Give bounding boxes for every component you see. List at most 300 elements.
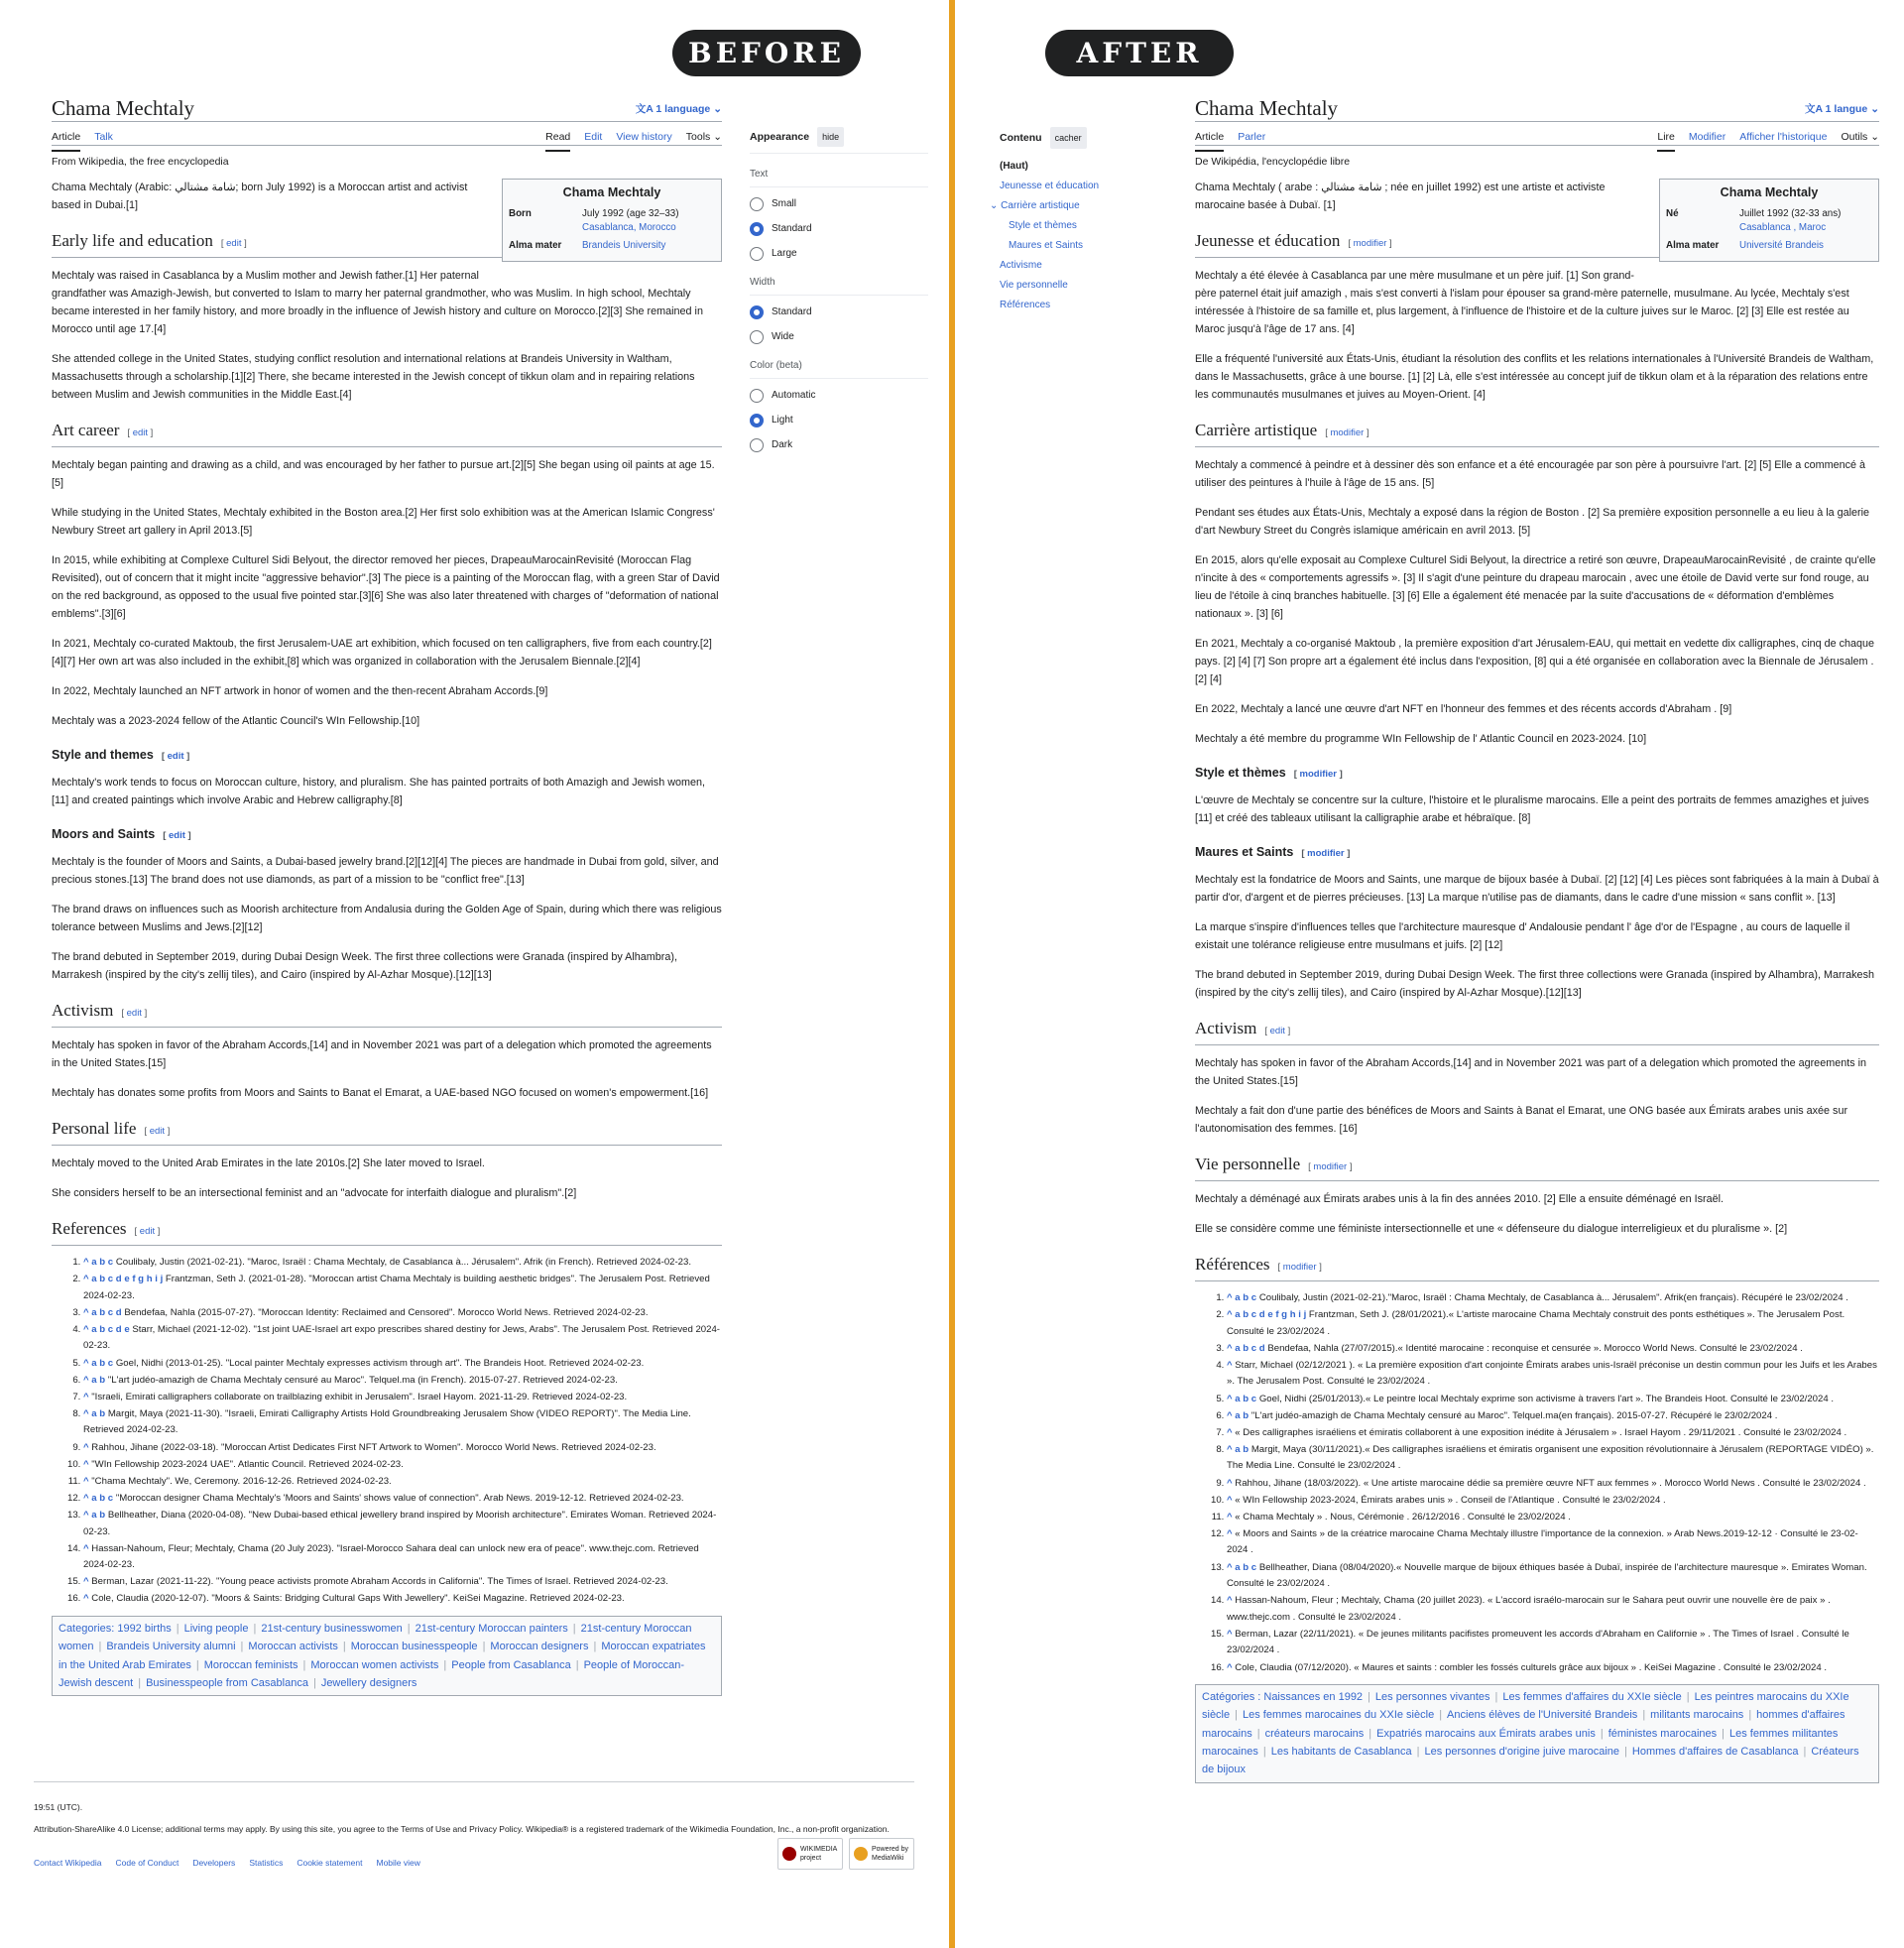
reference-item xyxy=(83,1373,722,1390)
edit-link[interactable]: [ edit ] xyxy=(1264,1026,1291,1036)
paragraph: En 2021, Mechtaly a co-organisé Maktoub , la première exposition d'art Jérusalem-EAU, qui mettait en vedette dix calligraphes, cinq de chaque pays. [2] [4] [7] Son propre art a également été inclus dans l'exposition, [8] qui a été organisée en collaboration avec la Biennale de Jérusalem . [2] [4] xyxy=(1195,638,1875,685)
reference-item xyxy=(1227,1560,1879,1593)
reference-item xyxy=(83,1574,722,1591)
edit-link[interactable]: [ edit ] xyxy=(161,751,190,762)
reference-backlink[interactable]: ^ a b c d e f g h i j xyxy=(1227,1309,1307,1321)
reference-text: « WIn Fellowship 2023-2024, Émirats arabes unis » . Conseil de l'Atlantique . Consulté le 23/02/2024 . xyxy=(1235,1494,1666,1506)
radio-label: Automatic xyxy=(772,390,816,401)
paragraph: Mechtaly a fait don d'une partie des bénéfices de Moors and Saints à Banat el Emarat, une ONG basée aux Émirats arabes unis axée sur l'autonomisation des femmes. [16] xyxy=(1195,1105,1848,1135)
edit-link-label[interactable]: modifier xyxy=(1353,238,1387,249)
appearance-title: Appearance xyxy=(750,131,810,143)
toc-item[interactable] xyxy=(1000,157,1148,177)
mediawiki-badge[interactable]: Powered by MediaWiki xyxy=(849,1838,914,1870)
hide-button[interactable]: hide xyxy=(817,127,844,147)
reference-backlink[interactable]: ^ xyxy=(1227,1527,1233,1539)
reference-backlink[interactable]: ^ a b xyxy=(83,1374,106,1386)
categories-label[interactable]: Categories: xyxy=(59,1622,115,1635)
category-link[interactable]: féministes marocaines xyxy=(1607,1727,1718,1740)
toc-item-label: Style et thèmes xyxy=(1009,220,1077,231)
category-link[interactable]: Les peintres marocains du XXIe siècle xyxy=(1202,1691,1849,1722)
paragraph: Mechtaly a déménagé aux Émirats arabes unis à la fin des années 2010. [2] Elle a ensuite déménagé en Israël. xyxy=(1195,1193,1724,1205)
footer-link[interactable]: Developers xyxy=(192,1858,236,1868)
language-label: 1 langue xyxy=(1825,103,1868,115)
edit-link-label[interactable]: edit xyxy=(167,751,184,762)
category-link[interactable]: Jewellery designers xyxy=(320,1676,417,1689)
section-title: Carrière artistique xyxy=(1195,421,1318,439)
category-link[interactable]: People from Casablanca xyxy=(451,1658,571,1671)
color-option[interactable] xyxy=(750,413,928,428)
section-title: Style et thèmes xyxy=(1195,766,1286,780)
category-link[interactable]: Anciens élèves de l'Université Brandeis xyxy=(1447,1709,1638,1722)
radio-button[interactable] xyxy=(750,438,764,452)
section-title: Early life and education xyxy=(52,231,213,250)
tagline: From Wikipedia, the free encyclopedia xyxy=(52,156,229,168)
category-link[interactable]: People of Moroccan-Jewish descent xyxy=(59,1658,685,1689)
tab-tools[interactable]: Outils ⌄ xyxy=(1841,131,1879,143)
reference-backlink[interactable]: ^ a b c xyxy=(1227,1393,1257,1404)
reference-text: « Chama Mechtaly » . Nous, Cérémonie . 26/12/2016 . Consulté le 23/02/2024 . xyxy=(1235,1511,1571,1522)
reference-backlink[interactable]: ^ a b c xyxy=(1227,1561,1257,1573)
reference-item xyxy=(1227,1307,1879,1340)
infobox-alma-label: Alma mater xyxy=(509,240,562,251)
footer-link[interactable]: Cookie statement xyxy=(297,1858,363,1868)
tabs-row xyxy=(52,122,722,146)
tab-edit[interactable]: Edit xyxy=(584,131,603,143)
edit-link-label[interactable]: edit xyxy=(1269,1026,1285,1036)
category-link[interactable]: Expatriés marocains aux Émirats arabes unis xyxy=(1376,1727,1596,1740)
edit-link-label[interactable]: edit xyxy=(169,830,185,841)
reference-backlink[interactable]: ^ xyxy=(1227,1494,1233,1506)
category-separator: | xyxy=(1235,1709,1238,1722)
toc-item[interactable] xyxy=(1000,276,1148,296)
category-separator: | xyxy=(482,1641,486,1653)
table-of-contents xyxy=(990,127,1148,315)
paragraph: En 2022, Mechtaly a lancé une œuvre d'art NFT en l'honneur des femmes et des récents accords d'Abraham . [9] xyxy=(1195,703,1732,715)
toc-hide-button[interactable]: cacher xyxy=(1050,127,1087,149)
reference-backlink[interactable]: ^ xyxy=(1227,1595,1233,1607)
width-label: Width xyxy=(750,274,928,296)
category-link[interactable]: Les femmes d'affaires du XXIe siècle xyxy=(1502,1691,1682,1704)
edit-link[interactable]: [ modifier ] xyxy=(1293,769,1343,780)
category-separator: | xyxy=(1722,1727,1725,1740)
category-separator: | xyxy=(443,1658,447,1671)
category-separator: | xyxy=(1748,1709,1752,1722)
category-separator: | xyxy=(195,1658,199,1671)
edit-link-label[interactable]: edit xyxy=(132,427,149,438)
reference-text: Rahhou, Jihane (18/03/2022). « Une artiste marocaine dédie sa première œuvre NFT aux femmes » . Morocco World News . Consulté le 23/02/2024 . xyxy=(1235,1477,1866,1489)
reference-item xyxy=(83,1272,722,1304)
paragraph: In 2021, Mechtaly co-curated Maktoub, the first Jerusalem-UAE art exhibition, which focused on ten calligraphers, five from each country.[2][4][7] Her own art was also included in the exhibit,[8] which was organized in collaboration with the Jerusalem Biennale.[2][4] xyxy=(52,638,712,668)
radio-button[interactable] xyxy=(750,389,764,403)
reference-backlink[interactable]: ^ a b c xyxy=(83,1492,114,1504)
reference-backlink[interactable]: ^ a b xyxy=(1227,1443,1250,1455)
reference-item xyxy=(1227,1425,1879,1442)
edit-link-label[interactable]: modifier xyxy=(1330,427,1365,438)
category-link[interactable]: Les personnes vivantes xyxy=(1374,1691,1490,1704)
category-link[interactable]: Moroccan activists xyxy=(248,1641,338,1653)
reference-backlink[interactable]: ^ a b c d e xyxy=(83,1323,130,1335)
paragraph: The brand draws on influences such as Moorish architecture from Andalusia during the Golden Age of Spain, during which there was religious tolerance between Muslims and Jews.[2][12] xyxy=(52,904,722,933)
section-heading xyxy=(52,1118,722,1146)
section-title: Maures et Saints xyxy=(1195,845,1294,859)
edit-link[interactable]: [ edit ] xyxy=(163,830,191,841)
reference-backlink[interactable]: ^ a b c d xyxy=(1227,1342,1265,1354)
toc-item-label: (Haut) xyxy=(1000,161,1028,172)
edit-link-label[interactable]: edit xyxy=(226,238,242,249)
reference-text: "Israeli, Emirati calligraphers collaborate on trailblazing exhibit in Jerusalem". Israel Hayom. 2021-11-29. Retrieved 2024-02-23. xyxy=(91,1391,628,1402)
reference-text: "Chama Mechtaly". We, Ceremony. 2016-12-26. Retrieved 2024-02-23. xyxy=(91,1475,392,1487)
text-option[interactable] xyxy=(750,221,928,237)
color-option[interactable] xyxy=(750,388,928,404)
category-separator: | xyxy=(1624,1746,1627,1759)
category-link[interactable]: Naissances en 1992 xyxy=(1263,1691,1364,1704)
reference-backlink[interactable]: ^ xyxy=(1227,1661,1233,1673)
section-title: Style and themes xyxy=(52,748,154,762)
category-separator: | xyxy=(1262,1746,1266,1759)
title-row xyxy=(52,94,722,122)
edit-link-label[interactable]: modifier xyxy=(1299,769,1338,780)
category-link[interactable]: Living people xyxy=(183,1622,249,1635)
footer xyxy=(34,1781,914,1870)
toc-item[interactable] xyxy=(1000,216,1148,236)
category-link[interactable]: Moroccan women activists xyxy=(310,1658,439,1671)
tab-tools[interactable]: Tools ⌄ xyxy=(685,131,722,143)
category-link[interactable]: hommes d'affaires marocains xyxy=(1202,1709,1845,1740)
reference-text: Coulibaly, Justin (2021-02-21)."Maroc, Israël : Chama Mechtaly, de Casablanca à... Jérusalem". Afrik(en français). Récupéré le 23/02/2024 . xyxy=(1258,1292,1848,1303)
chevron-down-icon: ⌄ xyxy=(713,103,722,115)
toc-item-label: Jeunesse et éducation xyxy=(1000,181,1100,191)
reference-backlink[interactable]: ^ xyxy=(1227,1628,1233,1640)
section-heading xyxy=(1195,1018,1879,1045)
reference-text: Bendefaa, Nahla (27/07/2015).« Identité marocaine : reconquise et censurée ». Morocco World News. Consulté le 23/02/2024 . xyxy=(1267,1342,1803,1354)
wikimedia-badge[interactable]: WIKIMEDIA project xyxy=(777,1838,843,1870)
paragraph: Mechtaly began painting and drawing as a child, and was encouraged by her father to pursue art.[2][5] She began using oil paints at age 15.[5] xyxy=(52,459,715,489)
appearance-panel xyxy=(750,127,928,453)
section-title: Moors and Saints xyxy=(52,827,156,841)
infobox xyxy=(502,179,722,262)
category-link[interactable]: Moroccan businesspeople xyxy=(350,1641,478,1653)
tab-article[interactable]: Article xyxy=(52,128,80,152)
paragraph: The brand debuted in September 2019, during Dubai Design Week. The first three collections were Granada (inspired by Alhambra), Marrakesh (inspired by the city's zellij tiles), and Cairo (inspired by Al-Azhar Mosque).[12][13] xyxy=(1195,969,1874,999)
after-article xyxy=(1195,94,1879,1783)
reference-item xyxy=(1227,1408,1879,1425)
category-link[interactable]: Les femmes marocaines du XXIe siècle xyxy=(1242,1709,1435,1722)
reference-item xyxy=(1227,1493,1879,1510)
tab-article[interactable]: Article xyxy=(1195,128,1224,152)
category-link[interactable]: Hommes d'affaires de Casablanca xyxy=(1631,1746,1799,1759)
edit-link[interactable]: [ edit ] xyxy=(220,238,247,249)
infobox-alma-value[interactable]: Brandeis University xyxy=(582,240,666,251)
footer-license: Attribution-ShareAlike 4.0 License; additional terms may apply. By using this site, you agree to the Terms of Use and Privacy Policy. Wikipedia® is a registered trademark of the Wikimedia Foundation, Inc., a non-profit organization. xyxy=(34,1824,890,1834)
reference-text: Margit, Maya (2021-11-30). "Israeli, Emirati Calligraphy Artists Hold Groundbreaking Jerusalem Show (VIDEO REPORT)". The Media Line. Retrieved 2024-02-23. xyxy=(83,1407,691,1436)
category-separator: | xyxy=(1368,1727,1372,1740)
reference-item xyxy=(83,1255,722,1272)
footer-time: 19:51 (UTC). xyxy=(34,1802,83,1812)
category-link[interactable]: Brandeis University alumni xyxy=(106,1641,236,1653)
paragraph: Mechtaly has spoken in favor of the Abraham Accords,[14] and in November 2021 was part of a delegation which promoted the agreements in the United States.[15] xyxy=(1195,1057,1866,1087)
paragraph: Mechtaly was a 2023-2024 fellow of the Atlantic Council's WIn Fellowship.[10] xyxy=(52,715,420,727)
chevron-down-icon[interactable]: ⌄ xyxy=(990,200,1002,211)
radio-label: Light xyxy=(772,415,793,426)
reference-item xyxy=(1227,1660,1879,1677)
tab-edit[interactable]: Modifier xyxy=(1688,131,1726,143)
lead-paragraph: Chama Mechtaly ( arabe : شامة مشتالي ; née en juillet 1992) est une artiste et activiste marocaine basée à Dubaï. [1] xyxy=(1195,182,1606,211)
paragraph: La marque s'inspire d'influences telles que l'architecture mauresque d' Andalousie pendant l' âge d'or de l'Espagne , au cours de laquelle il existait une tolérance religieuse entre musulmans et juifs. [2] [12] xyxy=(1195,921,1850,951)
category-link[interactable]: créateurs marocains xyxy=(1264,1727,1365,1740)
reference-item xyxy=(1227,1526,1879,1559)
radio-button[interactable] xyxy=(750,222,764,236)
reference-backlink[interactable]: ^ a b xyxy=(83,1509,106,1521)
width-option[interactable] xyxy=(750,329,928,345)
reference-text: Cole, Claudia (07/12/2020). « Maures et saints : combler les fossés culturels grâce aux bijoux » . KeiSei Magazine . Consulté le 23/02/2024 . xyxy=(1235,1661,1828,1673)
edit-link-label[interactable]: modifier xyxy=(1313,1161,1348,1172)
reference-text: Frantzman, Seth J. (28/01/2021).« L'artiste marocaine Chama Mechtaly construit des ponts esthétiques ». The Jerusalem Post. Consulté le 23/02/2024 . xyxy=(1227,1309,1845,1337)
category-link[interactable]: Les habitants de Casablanca xyxy=(1270,1746,1412,1759)
reference-text: "Moroccan designer Chama Mechtaly's 'Moors and Saints' shows value of connection". Arab News. 2019-12-12. Retrieved 2024-02-23. xyxy=(115,1492,684,1504)
edit-link-label[interactable]: modifier xyxy=(1307,848,1345,859)
reference-text: Bendefaa, Nahla (2015-07-27). "Moroccan Identity: Reclaimed and Censored". Morocco World News. Retrieved 2024-02-23. xyxy=(124,1306,649,1318)
footer-link[interactable]: Mobile view xyxy=(376,1858,420,1868)
paragraph: Mechtaly a commencé à peindre et à dessiner dès son enfance et a été encouragée par son père à poursuivre l'art. [2] [5] Elle a commencé à utiliser des peintures à l'huile à l'âge de 15 ans. [5] xyxy=(1195,459,1866,489)
color-option[interactable] xyxy=(750,437,928,453)
reference-item xyxy=(83,1322,722,1355)
footer-link[interactable]: Statistics xyxy=(249,1858,284,1868)
reference-item xyxy=(1227,1358,1879,1391)
paragraph: Mechtaly moved to the United Arab Emirates in the late 2010s.[2] She later moved to Israel. xyxy=(52,1157,485,1169)
reference-text: Starr, Michael (2021-12-02). "1st joint UAE-Israel art expo prescribes shared destiny for Jews, Arabs". The Jerusalem Post. Retrieved 2024-02-23. xyxy=(83,1323,720,1352)
infobox xyxy=(1659,179,1879,262)
reference-item xyxy=(1227,1510,1879,1526)
reference-text: Starr, Michael (02/12/2021 ). « La première exposition d'art conjointe Émirats arabes unis-Israël préconise un destin commun pour les Juifs et les Arabes ». The Jerusalem Post. Consulté le 23/02/2024 . xyxy=(1227,1359,1877,1388)
infobox-born-label: Born xyxy=(509,208,532,219)
infobox-born-value: July 1992 (age 32–33) xyxy=(582,208,679,219)
reference-backlink[interactable]: ^ a b c d xyxy=(83,1306,122,1318)
section-heading xyxy=(52,746,722,766)
radio-label: Wide xyxy=(772,331,794,342)
infobox-title: Chama Mechtaly xyxy=(562,185,661,199)
reference-backlink[interactable]: ^ a b c d e f g h i j xyxy=(83,1274,164,1285)
infobox-born-place[interactable]: Casablanca , Maroc xyxy=(1739,222,1827,233)
language-button[interactable] xyxy=(636,100,722,118)
paragraph: Mechtaly a été élevée à Casablanca par une mère musulmane et un père juif. [1] Son grand-père paternel était juif amazigh , mais s'est converti à l'islam pour épouser sa grand-mère paternelle, musulmane. Au lycée, Mechtaly s'est intéressée à l'histoire de sa famille et, plus largement, à l'influence de l'histoire et de la culture juives sur le Maroc. [2] [3] Elle est restée au Maroc jusqu'à l'âge de 17 ans. [4] xyxy=(1195,270,1849,335)
category-link[interactable]: 21st-century Moroccan women xyxy=(59,1622,692,1653)
edit-link[interactable]: [ modifier ] xyxy=(1325,427,1369,438)
toc-item[interactable] xyxy=(1000,296,1148,315)
reference-backlink[interactable]: ^ xyxy=(83,1458,89,1470)
sections xyxy=(1195,230,1879,1238)
paragraph: Mechtaly has spoken in favor of the Abraham Accords,[14] and in November 2021 was part of a delegation which promoted the agreements in the United States.[15] xyxy=(52,1039,712,1069)
category-link[interactable]: Les personnes d'origine juive marocaine xyxy=(1424,1746,1620,1759)
before-article xyxy=(52,94,722,1696)
categories-box xyxy=(52,1616,722,1696)
reference-backlink[interactable]: ^ a b c xyxy=(83,1357,114,1369)
edit-link[interactable]: [ edit ] xyxy=(127,427,154,438)
toc-item-label: Références xyxy=(1000,300,1051,310)
article-content xyxy=(52,179,722,1696)
reference-item xyxy=(83,1356,722,1373)
radio-label: Dark xyxy=(772,439,793,450)
tab-read[interactable]: Lire xyxy=(1657,128,1675,152)
edit-link[interactable]: [ modifier ] xyxy=(1301,848,1351,859)
toc-item[interactable] xyxy=(990,196,1148,216)
text-option[interactable] xyxy=(750,246,928,262)
before-badge: BEFORE xyxy=(672,30,861,76)
reference-text: Berman, Lazar (22/11/2021). « De jeunes militants pacifistes promeuvent les accords d'Abraham en Californie » . The Times of Israel . Consulté le 23/02/2024 . xyxy=(1227,1628,1849,1656)
category-link[interactable]: Moroccan expatriates in the United Arab Emirates xyxy=(59,1641,706,1671)
section-heading xyxy=(1195,420,1879,447)
reference-backlink[interactable]: ^ a b xyxy=(83,1407,106,1419)
infobox-born-label: Né xyxy=(1666,208,1679,219)
footer-link[interactable]: Contact Wikipedia xyxy=(34,1858,102,1868)
category-link[interactable]: Businesspeople from Casablanca xyxy=(146,1676,308,1689)
article-content xyxy=(1195,179,1879,1783)
references-heading: Références [ modifier ] xyxy=(1195,1254,1879,1281)
reference-text: Bellheather, Diana (2020-04-08). "New Dubai-based ethical jewellery brand inspired by Moorish architecture". Emirates Woman. Retrieved 2024-02-23. xyxy=(83,1509,717,1537)
reference-backlink[interactable]: ^ a b c xyxy=(1227,1292,1257,1303)
paragraph: Mechtaly was raised in Casablanca by a Muslim mother and Jewish father.[1] Her paternal grandfather was Amazigh-Jewish, but converted to Islam to marry her paternal grandmother, who was Muslim. In high school, Mechtaly became interested in her family history, and more broadly in the influence of Jewish history and culture on Morocco.[2][3] She remained in Morocco until age 17.[4] xyxy=(52,270,703,335)
reference-text: "L'art judéo-amazigh de Chama Mechtaly censuré au Maroc". Telquel.ma(en français). 2015-07-27. Récupéré le 23/02/2024 . xyxy=(1250,1409,1778,1421)
reference-backlink[interactable]: ^ xyxy=(83,1542,89,1554)
paragraph: Pendant ses études aux États-Unis, Mechtaly a exposé dans la région de Boston . [2] Sa première exposition personnelle a eu lieu à la galerie d'art Newbury Street du Congrès islamique américain en avril 2013. [5] xyxy=(1195,507,1870,537)
reference-backlink[interactable]: ^ xyxy=(1227,1359,1233,1371)
width-option[interactable] xyxy=(750,304,928,320)
section-title: Jeunesse et éducation xyxy=(1195,231,1341,250)
tab-read[interactable]: Read xyxy=(545,128,570,152)
reference-item xyxy=(83,1541,722,1574)
category-link[interactable]: Créateurs de bijoux xyxy=(1202,1746,1859,1776)
reference-text: Goel, Nidhi (25/01/2013).« Le peintre local Mechtaly exprime son activisme à travers l'art ». The Brandeis Hoot. Consulté le 23/02/2024 . xyxy=(1258,1393,1834,1404)
reference-backlink[interactable]: ^ a b c xyxy=(83,1257,114,1268)
radio-label: Standard xyxy=(772,223,812,234)
color-label: Color (beta) xyxy=(750,357,928,379)
edit-link[interactable]: [ edit ] xyxy=(121,1008,148,1019)
category-separator: | xyxy=(1494,1691,1498,1704)
reference-item xyxy=(83,1305,722,1322)
category-separator: | xyxy=(98,1641,102,1653)
reference-item xyxy=(83,1457,722,1474)
sections xyxy=(52,230,722,1202)
section-heading xyxy=(52,825,722,845)
category-separator: | xyxy=(575,1658,579,1671)
language-button[interactable] xyxy=(1805,100,1879,118)
edit-link[interactable]: [ edit ] xyxy=(144,1126,171,1137)
reference-backlink[interactable]: ^ a b xyxy=(1227,1409,1250,1421)
paragraph: In 2022, Mechtaly launched an NFT artwork in honor of women and the then-recent Abraham Accords.[9] xyxy=(52,685,548,697)
reference-text: Margit, Maya (30/11/2021).« Des calligraphes israéliens et émiratis organisent une exposition révolutionnaire à Jérusalem (REPORTAGE VIDÉO) ». The Media Line. Consulté le 23/02/2024 . xyxy=(1227,1443,1874,1472)
reference-backlink[interactable]: ^ xyxy=(83,1475,89,1487)
tab-talk[interactable]: Parler xyxy=(1238,131,1266,143)
reference-text: « Des calligraphes israéliens et émiratis collaborent à une exposition inédite à Jérusalem » . Israel Hayom . 29/11/2021 . Consulté le 23/02/2024 . xyxy=(1235,1426,1847,1438)
edit-link[interactable]: [ modifier ] xyxy=(1308,1161,1353,1172)
title-row xyxy=(1195,94,1879,122)
reference-text: Goel, Nidhi (2013-01-25). "Local painter Mechtaly expresses activism through art". The Brandeis Hoot. Retrieved 2024-02-23. xyxy=(115,1357,645,1369)
reference-backlink[interactable]: ^ xyxy=(1227,1511,1233,1522)
category-separator: | xyxy=(1686,1691,1690,1704)
radio-button[interactable] xyxy=(750,305,764,319)
reference-backlink[interactable]: ^ xyxy=(83,1576,89,1588)
category-separator: | xyxy=(253,1622,257,1635)
reference-text: Coulibaly, Justin (2021-02-21). "Maroc, Israël : Chama Mechtaly, de Casablanca à... Jérusalem". Afrik (in French). Retrieved 2024-02-23. xyxy=(115,1257,692,1268)
reference-backlink[interactable]: ^ xyxy=(1227,1426,1233,1438)
footer-link[interactable]: Code of Conduct xyxy=(115,1858,179,1868)
toc-item-label: Activisme xyxy=(1000,260,1042,271)
text-option[interactable] xyxy=(750,196,928,212)
translate-icon: 文A xyxy=(1805,103,1826,115)
category-link[interactable]: 21st-century businesswomen xyxy=(261,1622,403,1635)
language-label: 1 language xyxy=(655,103,711,115)
toc-item[interactable] xyxy=(1000,177,1148,196)
category-separator: | xyxy=(342,1641,346,1653)
category-link[interactable]: militants marocains xyxy=(1650,1709,1744,1722)
infobox-born-place[interactable]: Casablanca, Morocco xyxy=(582,222,676,233)
category-link[interactable]: 1992 births xyxy=(117,1622,172,1635)
translate-icon: 文A xyxy=(635,103,656,115)
category-link[interactable]: 21st-century Moroccan painters xyxy=(415,1622,568,1635)
tab-history[interactable]: Afficher l'historique xyxy=(1739,131,1828,143)
mediawiki-logo-icon xyxy=(854,1847,868,1861)
radio-button[interactable] xyxy=(750,197,764,211)
reference-text: Bellheather, Diana (08/04/2020).« Nouvelle marque de bijoux éthiques basée à Dubaï, inspirée de l'architecture mauresque ». Emirates Woman. Consulté le 23/02/2024 . xyxy=(1227,1561,1867,1590)
reference-backlink[interactable]: ^ xyxy=(83,1593,89,1605)
infobox-alma-value[interactable]: Université Brandeis xyxy=(1739,240,1824,251)
infobox-alma-label: Alma mater xyxy=(1666,240,1720,251)
section-title: Personal life xyxy=(52,1119,137,1138)
page-title: Chama Mechtaly xyxy=(52,96,195,120)
reference-backlink[interactable]: ^ xyxy=(83,1391,89,1402)
radio-button[interactable] xyxy=(750,247,764,261)
lead-paragraph: Chama Mechtaly (Arabic: شامة مشتالي; born July 1992) is a Moroccan artist and activist based in Dubai.[1] xyxy=(52,182,468,211)
category-separator: | xyxy=(1416,1746,1420,1759)
edit-link-label[interactable]: edit xyxy=(126,1008,142,1019)
edit-link[interactable]: [ modifier ] xyxy=(1277,1262,1322,1273)
edit-link[interactable]: [ modifier ] xyxy=(1348,238,1392,249)
reference-text: Cole, Claudia (2020-12-07). "Moors & Saints: Bridging Cultural Gaps With Jewellery". KeiSei Magazine. Retrieved 2024-02-23. xyxy=(91,1593,625,1605)
paragraph: Mechtaly has donates some profits from Moors and Saints to Banat el Emarat, a UAE-based NGO focused on women's empowerment.[16] xyxy=(52,1087,709,1099)
paragraph: L'œuvre de Mechtaly se concentre sur la culture, l'histoire et le pluralisme marocains. Elle a peint des portraits de femmes amazighes et juives [11] et créé des tableaux utilisant la calligraphie arabe et hébraïque. [8] xyxy=(1195,794,1869,824)
tab-history[interactable]: View history xyxy=(616,131,672,143)
toc-item[interactable] xyxy=(1000,256,1148,276)
reference-item xyxy=(1227,1593,1879,1626)
reference-text: "WIn Fellowship 2023-2024 UAE". Atlantic Council. Retrieved 2024-02-23. xyxy=(91,1458,404,1470)
paragraph: Elle se considère comme une féministe intersectionnelle et une « défenseure du dialogue interreligieux et du pluralisme ». [2] xyxy=(1195,1223,1788,1235)
category-link[interactable]: Moroccan designers xyxy=(490,1641,589,1653)
category-separator: | xyxy=(1256,1727,1260,1740)
reference-item xyxy=(83,1491,722,1508)
reference-item xyxy=(83,1440,722,1457)
tab-talk[interactable]: Talk xyxy=(94,131,113,143)
reference-backlink[interactable]: ^ xyxy=(1227,1477,1233,1489)
section-title: Vie personnelle xyxy=(1195,1155,1301,1173)
reference-item xyxy=(83,1474,722,1491)
reference-text: "L'art judéo-amazigh de Chama Mechtaly censuré au Maroc". Telquel.ma (in French). 2015-07-27. Retrieved 2024-02-23. xyxy=(107,1374,618,1386)
category-separator: | xyxy=(572,1622,576,1635)
radio-button[interactable] xyxy=(750,330,764,344)
radio-button[interactable] xyxy=(750,414,764,427)
categories-box xyxy=(1195,1684,1879,1782)
reference-item xyxy=(1227,1392,1879,1408)
category-link[interactable]: Moroccan feminists xyxy=(203,1658,298,1671)
references-list xyxy=(1195,1290,1879,1676)
category-link[interactable]: Les femmes militantes marocaines xyxy=(1202,1727,1839,1759)
categories-label[interactable]: Catégories : xyxy=(1202,1691,1261,1704)
edit-link-label[interactable]: edit xyxy=(149,1126,166,1137)
edit-link[interactable]: [ edit ] xyxy=(134,1226,161,1237)
radio-label: Standard xyxy=(772,306,812,317)
reference-backlink[interactable]: ^ xyxy=(83,1441,89,1453)
reference-item xyxy=(1227,1290,1879,1307)
toc-item[interactable] xyxy=(1000,236,1148,256)
reference-item xyxy=(83,1390,722,1406)
